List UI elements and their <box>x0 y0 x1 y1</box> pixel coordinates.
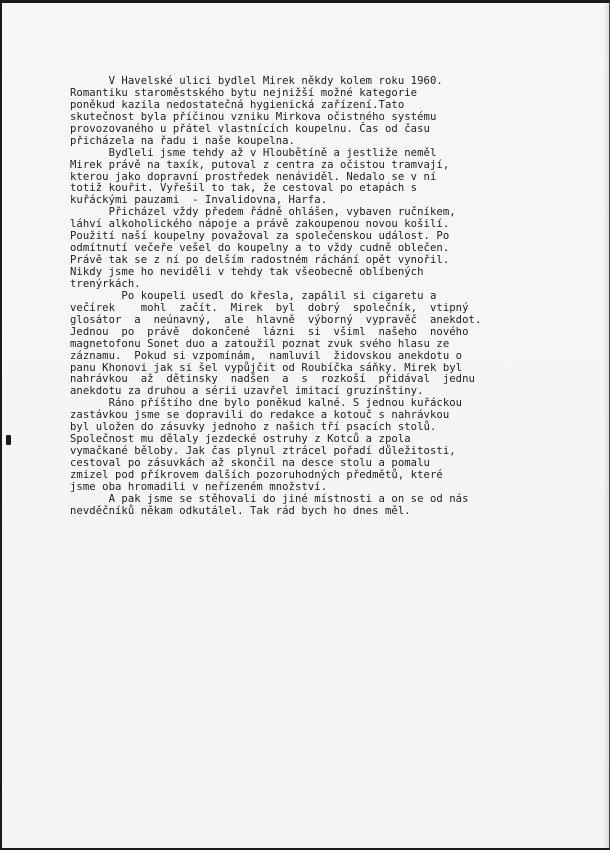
text-line: nahrávkou až dětinsky nadšen a s rozkoší přidával jednu <box>70 373 475 386</box>
text-line: panu Khonovi jak si šel vypůjčit od Roubíčka sáňky. Mirek byl <box>70 361 463 374</box>
text-line: skutečnost byla příčinou vzniku Mirkova očistného systému <box>70 110 437 123</box>
text-line: záznamu. Pokud si vzpomínám, namluvil židovskou anekdotu o <box>70 349 463 362</box>
text-line: A pak jsme se stěhovali do jiné místnosti a on se od nás <box>70 492 469 505</box>
text-line: totiž kouřit. Vyřešil to tak, že cestoval po etapách s <box>70 182 418 195</box>
text-line: kuřáckými pauzami - Invalidovna, Harfa. <box>70 194 328 207</box>
text-line: jsme oba hromadili v neřízeném množství. <box>70 480 328 493</box>
text-line: cestoval po zásuvkách až skončil na desce stolu a pomalu <box>70 457 430 469</box>
text-line: Společnost mu dělaly jezdecké ostruhy z Kotců a zpola <box>70 433 411 446</box>
text-line: Nikdy jsme ho neviděli v tehdy tak všeobecně oblíbených <box>70 266 424 278</box>
text-line: V Havelské ulici bydlel Mirek někdy kolem roku 1960. <box>70 75 443 87</box>
text-line: Použití naší koupelny považoval za společenskou událost. Po <box>70 230 450 243</box>
text-line: zmizel pod příkrovem dalších pozoruhodných předmětů, které <box>70 468 443 481</box>
text-line: kterou jako dopravní prostředek nenáviděl. Nedalo se v ní <box>70 170 437 183</box>
text-line: odmítnutí večeře vešel do koupelny a to vždy cudně oblečen. <box>70 242 450 255</box>
text-line: láhví alkoholického nápoje a právě zakoupenou novou košilí. <box>70 218 450 231</box>
text-line: přicházela na řadu i naše koupelna. <box>70 134 295 147</box>
text-line: Ráno příštího dne bylo poněkud kalné. S jednou kuřáckou <box>70 397 463 410</box>
text-line: vymačkané běloby. Jak čas plynul ztrácel pořadí důležitosti, <box>70 445 456 458</box>
text-line: glosátor a neúnavný, ale hlavně výborný vypravěč anekdot. <box>70 313 482 326</box>
text-line: Romantiku staroměstského bytu nejnižší možné kategorie <box>70 86 418 99</box>
text-line: Jednou po právě dokončené lázni si všiml našeho nového <box>70 325 469 338</box>
text-line: byl uložen do zásuvky jednoho z našich tří psacích stolů. <box>70 421 437 434</box>
text-line: Právě tak se z ní po delším radostném ráchání opět vynořil. <box>70 254 450 267</box>
text-line: magnetofonu Sonet duo a zatoužil poznat zvuk svého hlasu ze <box>70 337 450 350</box>
punch-hole-mark <box>6 435 11 445</box>
text-line: nevděčníků někam odkutálel. Tak rád bych ho dnes měl. <box>70 504 411 517</box>
document-body <box>70 76 522 518</box>
text-line: Přicházel vždy předem řádně ohlášen, vybaven ručníkem, <box>70 206 456 219</box>
text-line: anekdotu za druhou a sérii uzavřel imitací gruzínštiny. <box>70 385 424 398</box>
text-line: poněkud kazila nedostatečná hygienická zařízení.Tato <box>70 98 405 111</box>
text-line: provozovaného u přátel vlastnících koupelnu. Čas od času <box>70 122 430 135</box>
text-line: trenýrkách. <box>70 277 141 290</box>
text-line: Bydleli jsme tehdy až v Hloubětíně a jestliže neměl <box>70 146 437 159</box>
text-line: Po koupeli usedl do křesla, zapálil si cigaretu a <box>70 289 437 302</box>
text-line: zastávkou jsme se dopravili do redakce a kotouč s nahrávkou <box>70 409 450 422</box>
text-line: Mirek právě na taxík, putoval z centra za očistou tramvají, <box>70 158 450 171</box>
text-line: večírek mohl začít. Mirek byl dobrý společník, vtipný <box>70 301 469 314</box>
